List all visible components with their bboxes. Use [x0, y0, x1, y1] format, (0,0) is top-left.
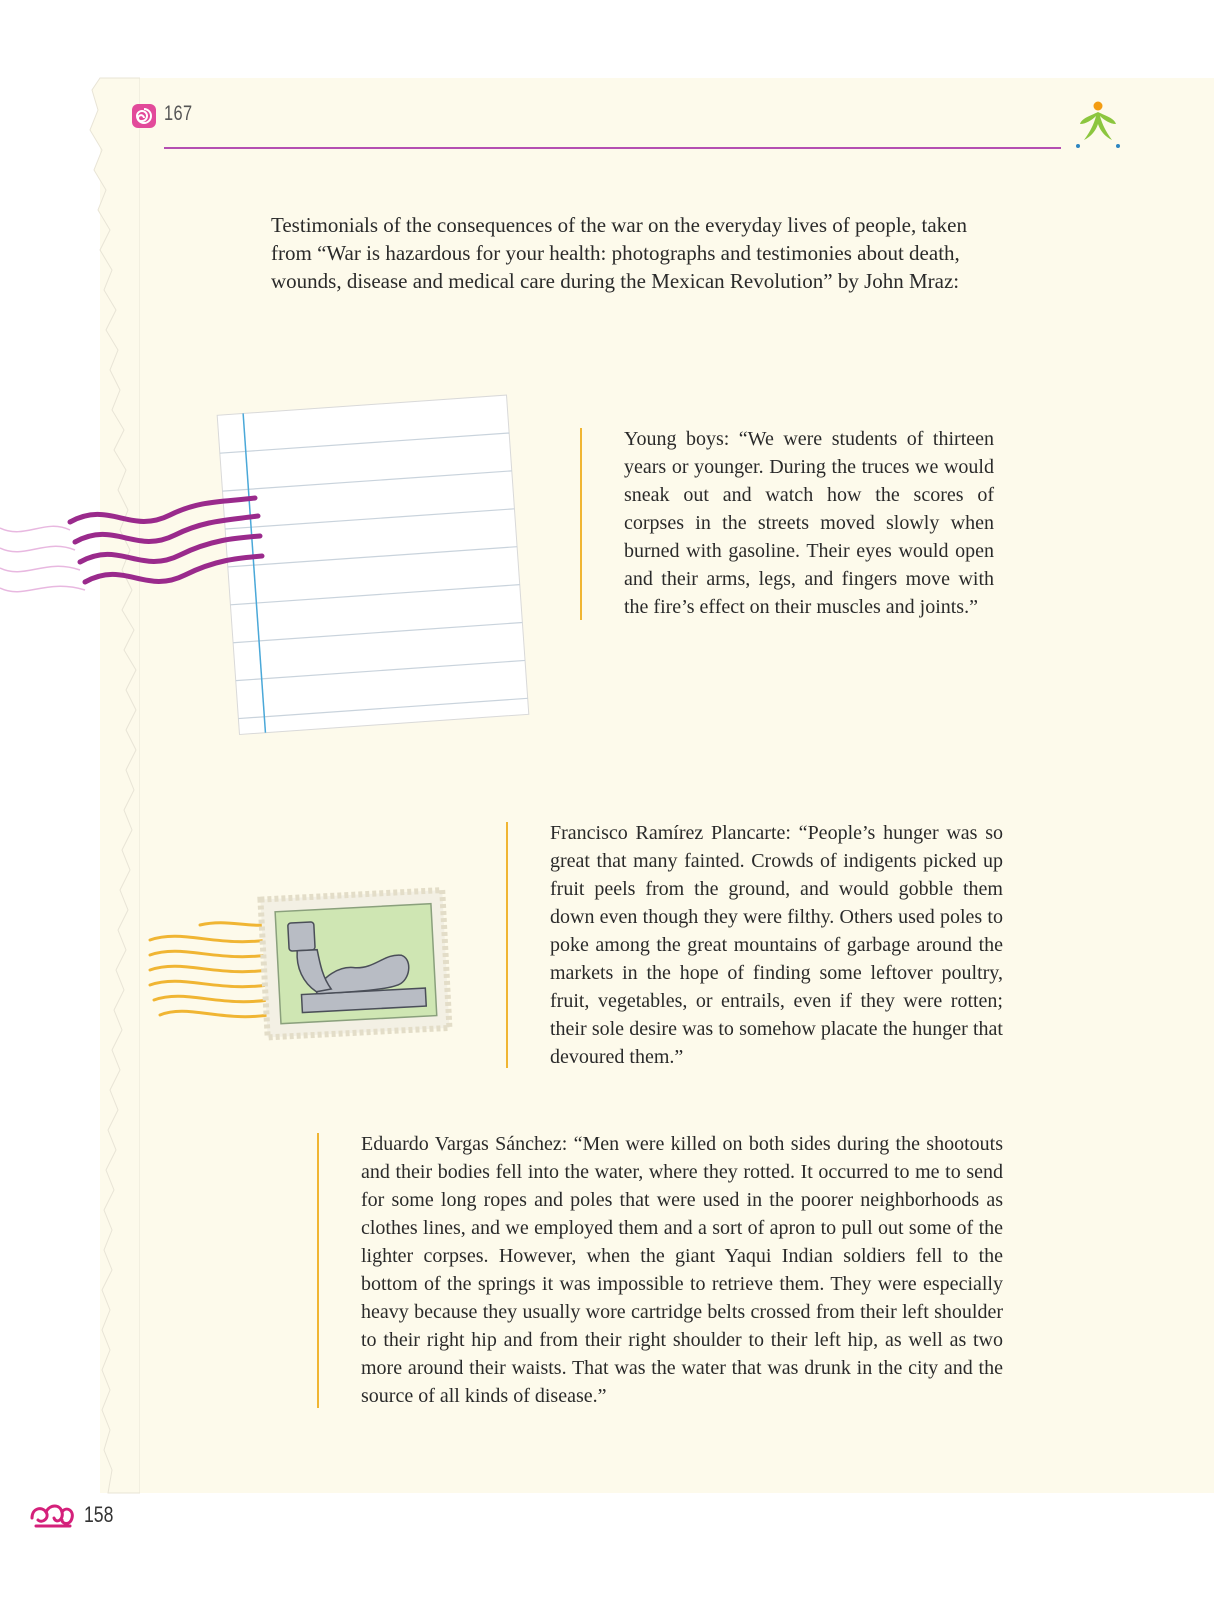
- header-rule: [164, 147, 1061, 149]
- chapter-page-number: 167: [164, 102, 193, 125]
- decorative-spiral-icon: [131, 103, 157, 129]
- quote-eduardo-vargas: Eduardo Vargas Sánchez: “Men were killed on both sides during the shootouts and their bodies fell into the water, where they rotted. It occurred to me to send for some long ropes and poles that were used in the poorer neighborhoods as clothes lines, and we employed them and a sort of apron to pull out some of the lighter corpses. However, when the giant Yaqui Indian soldiers fell to the bottom of the springs it was impossible to retrieve them. They were especially heavy because they usually wore cartridge belts crossed from their left shoulder to their right hip and from their right shoulder to their left hip, as well as two more around their waists. That was the water that was drunk in the city and the source of all kinds of disease.”: [361, 1133, 1003, 1407]
- intro-paragraph: Testimonials of the consequences of the war on the everyday lives of people, taken from “War is hazardous for your health: photographs and testimonies about death, wounds, disease and medical care during the Mexican Revolution” by John Mraz:: [271, 213, 967, 293]
- quote-bar: [580, 428, 582, 620]
- page-number: 158: [84, 1502, 114, 1527]
- quote-young-boys: Young boys: “We were students of thirteen years or younger. During the truces we would sneak out and watch how the scores of corpses in the streets moved slowly when burned with gasoline. Their eyes would open and their arms, legs, and fingers move with the fire’s effect on their muscles and joints.”: [624, 428, 994, 618]
- quote-bar: [317, 1133, 319, 1408]
- quote-francisco-ramirez: Francisco Ramírez Plancarte: “People’s hunger was so great that many fainted. Crowds of indigents picked up fruit peels from the ground, and would gobble them down even though they were filthy. Others used poles to poke among the great mountains of garbage around the markets in the hope of finding some leftover poultry, fruit, vegetables, or entrails, even if they were rotten; their sole desire was to somehow placate the hunger that devoured them.”: [550, 822, 1003, 1068]
- torn-paper-edge: [0, 0, 140, 1600]
- decorative-glyph-icon: [28, 1498, 78, 1532]
- purple-postmark: [0, 490, 270, 610]
- quote-bar: [506, 822, 508, 1068]
- person-figure-icon: [1072, 98, 1124, 150]
- stamp-illustration: [140, 880, 460, 1050]
